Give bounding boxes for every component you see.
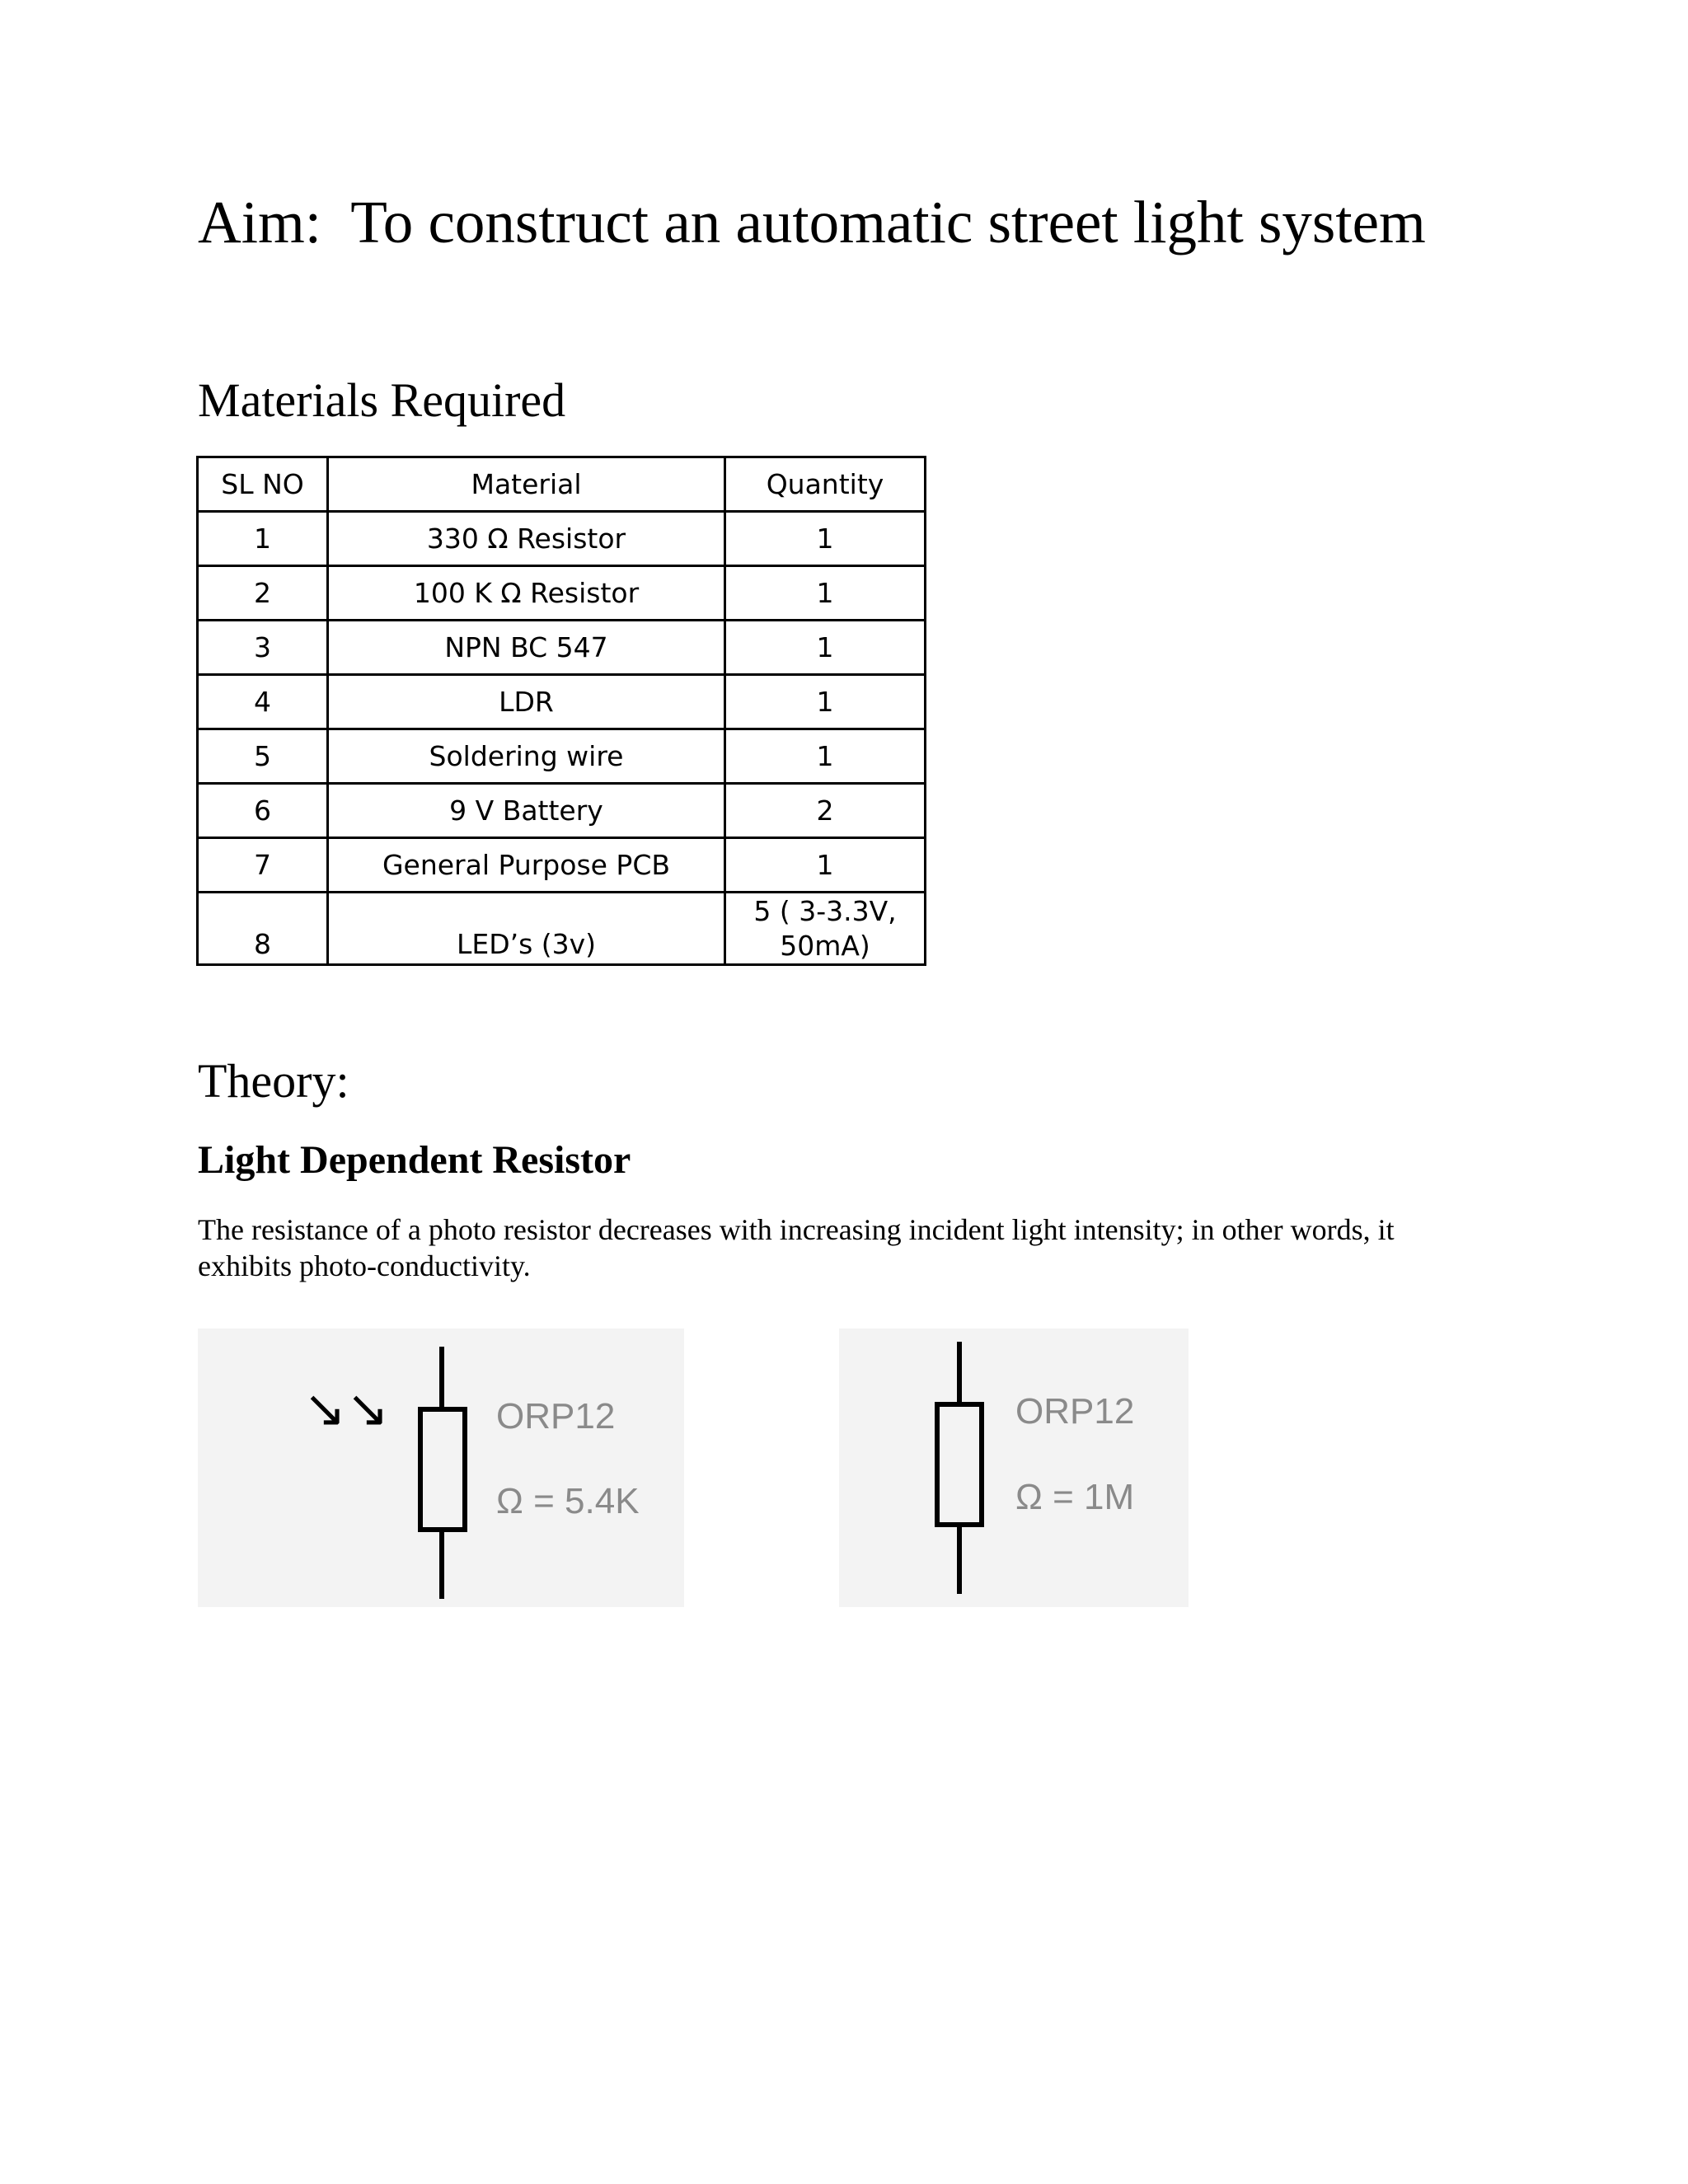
resistor-body — [420, 1409, 465, 1530]
table-header-row — [198, 457, 926, 512]
cell-material: Soldering wire — [328, 729, 725, 784]
aim-heading — [198, 188, 1426, 257]
cell-material: General Purpose PCB — [328, 838, 725, 893]
cell-material: 330 Ω Resistor — [328, 512, 725, 566]
cell-quantity — [725, 893, 926, 965]
header-material: Material — [328, 457, 725, 512]
cell-quantity: 1 — [725, 675, 926, 729]
figure-dark-name: ORP12 — [1015, 1391, 1135, 1432]
cell-material: LED’s (3v) — [328, 893, 725, 965]
table-row — [198, 621, 926, 675]
ldr-symbol-lit-icon — [198, 1329, 684, 1607]
table-row — [198, 784, 926, 838]
ldr-symbol-figure-lit — [198, 1329, 684, 1607]
cell-sl: 2 — [198, 566, 328, 621]
cell-material: 9 V Battery — [328, 784, 725, 838]
quantity-line-2: 50mA) — [780, 929, 870, 962]
quantity-line-1: 5 ( 3-3.3V, — [753, 894, 897, 927]
cell-quantity: 1 — [725, 729, 926, 784]
theory-paragraph: The resistance of a photo resistor decreases with increasing incident light intensity; in other words, it exhibits photo-conductivity. — [198, 1213, 1395, 1282]
cell-sl: 8 — [198, 893, 328, 965]
materials-heading: Materials Required — [198, 373, 566, 427]
ldr-symbol-figure-dark — [839, 1329, 1189, 1607]
table-row — [198, 512, 926, 566]
table-row — [198, 893, 926, 965]
cell-sl: 7 — [198, 838, 328, 893]
cell-material: LDR — [328, 675, 725, 729]
aim-label: Aim: — [198, 189, 322, 255]
table-row — [198, 729, 926, 784]
light-arrows-icon: ↘↘ — [303, 1378, 389, 1438]
header-quantity: Quantity — [725, 457, 926, 512]
cell-sl: 1 — [198, 512, 328, 566]
cell-quantity: 1 — [725, 838, 926, 893]
cell-quantity: 1 — [725, 621, 926, 675]
resistor-body — [937, 1404, 982, 1525]
cell-material: 100 K Ω Resistor — [328, 566, 725, 621]
figure-lit-value: Ω = 5.4K — [496, 1481, 640, 1521]
header-sl-no: SL NO — [198, 457, 328, 512]
cell-sl: 6 — [198, 784, 328, 838]
ldr-subheading: Light Dependent Resistor — [198, 1138, 631, 1182]
aim-text: To construct an automatic street light system — [350, 189, 1426, 255]
cell-quantity: 2 — [725, 784, 926, 838]
materials-table — [196, 456, 926, 966]
cell-quantity: 1 — [725, 512, 926, 566]
cell-sl: 3 — [198, 621, 328, 675]
table-row — [198, 838, 926, 893]
cell-sl: 5 — [198, 729, 328, 784]
figure-dark-value: Ω = 1M — [1015, 1477, 1135, 1517]
table-row — [198, 566, 926, 621]
figure-lit-name: ORP12 — [496, 1396, 616, 1436]
cell-quantity: 1 — [725, 566, 926, 621]
ldr-symbol-dark-icon — [839, 1329, 1189, 1607]
theory-heading: Theory: — [198, 1054, 349, 1108]
cell-sl: 4 — [198, 675, 328, 729]
table-row — [198, 675, 926, 729]
cell-material: NPN BC 547 — [328, 621, 725, 675]
